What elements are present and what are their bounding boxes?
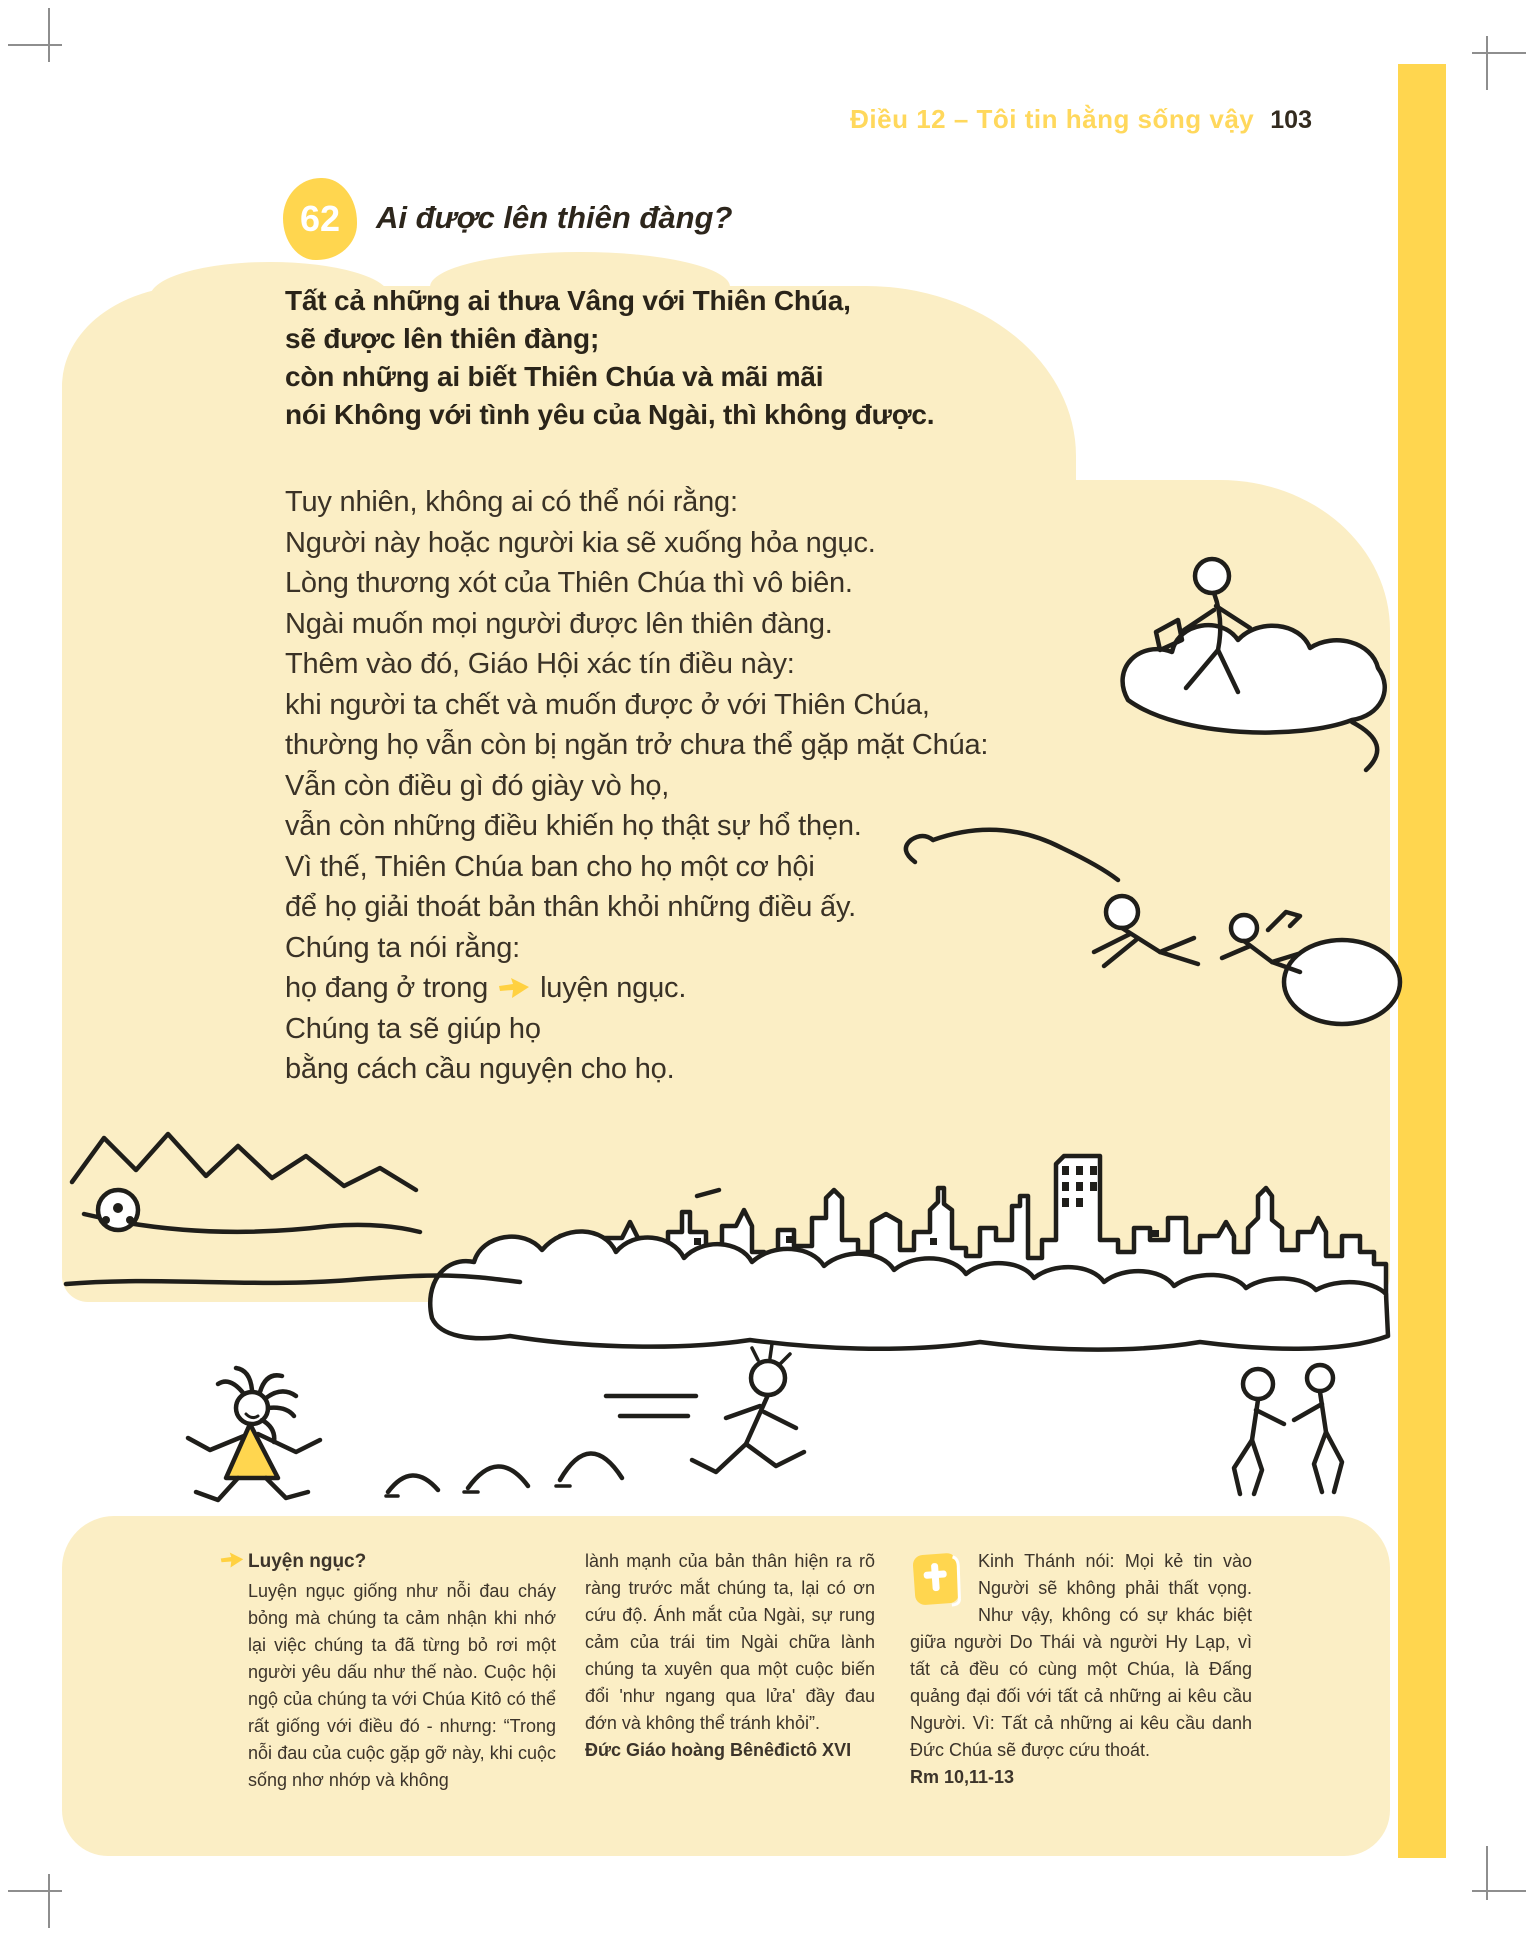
crop-mark-bottom-left-v [48, 1874, 50, 1928]
body-line: Thêm vào đó, Giáo Hội xác tín điều này: [285, 648, 795, 680]
arrow-right-icon [220, 1551, 244, 1569]
chapter-title: Điều 12 – Tôi tin hằng sống vậy [850, 104, 1255, 134]
body-line: để họ giải thoát bản thân khỏi những điều ấy. [285, 891, 856, 923]
crossref-prefix: họ đang ở trong [285, 972, 489, 1004]
body-line: Vẫn còn điều gì đó giày vò họ, [285, 769, 670, 802]
statement-line: Tất cả những ai thưa Vâng với Thiên Chúa, [285, 285, 851, 316]
footnote-body: Luyện ngục giống như nỗi đau cháy bỏng mà chúng ta cảm nhận khi nhớ lại việc chúng ta đã từng bỏ rơi một người yêu dấu như thế nào. Cuộc hội ngộ của chúng ta với Chúa Kitô có thể rất giống với điều đó - nhưng: “Trong nỗi đau của cuộc gặp gỡ này, khi cuộc sống nhơ nhớp và không [248, 1581, 556, 1790]
crop-mark-top-left-h [8, 44, 62, 46]
crop-mark-bottom-left-h [8, 1890, 62, 1892]
spine-color-bar [1398, 64, 1446, 1858]
body-line: Người này hoặc người kia sẽ xuống hỏa ngục. [285, 526, 876, 559]
crop-mark-bottom-right-h [1472, 1890, 1526, 1892]
crop-mark-top-right-v [1486, 36, 1488, 90]
kneeling-couple-illustration [1234, 1365, 1342, 1494]
body-line: Chúng ta nói rằng: [285, 931, 521, 964]
body-line: Ngài muốn mọi người được lên thiên đàng. [285, 607, 833, 640]
body-line-with-crossref [285, 968, 988, 1009]
question-number: 62 [299, 198, 341, 239]
leaping-man-illustration [386, 1344, 804, 1496]
arrow-right-icon [498, 976, 530, 1000]
page-number: 103 [1270, 106, 1312, 134]
bible-book-icon [910, 1550, 964, 1608]
crop-mark-top-left-v [48, 8, 50, 62]
scripture-reference: Rm 10,11-13 [910, 1767, 1015, 1787]
footnote-body: lành mạnh của bản thân hiện ra rõ ràng trước mắt chúng ta, lại có ơn cứu độ. Ánh mắt của Ngài, sự rung cảm của trái tim Ngài chữa lành chúng ta xuyên qua một cuộc biến đổi 'như ngang qua lửa' đầy đau đớn và không thể tránh khỏi”. [585, 1551, 875, 1733]
answer-body [285, 482, 988, 1090]
statement-line: còn những ai biết Thiên Chúa và mãi mãi [285, 361, 824, 392]
page-header [560, 104, 1312, 135]
body-line: Chúng ta sẽ giúp họ [285, 1012, 541, 1045]
footnote-title-row [248, 1548, 556, 1575]
statement-line: nói Không với tình yêu của Ngài, thì không được. [285, 399, 935, 430]
crop-mark-top-right-h [1472, 52, 1526, 54]
question-number-badge [283, 178, 357, 260]
body-line: Tuy nhiên, không ai có thể nói rằng: [285, 486, 738, 518]
footnote-title: Luyện ngục? [248, 1551, 367, 1572]
footnote-scripture [910, 1548, 1252, 1791]
body-line: thường họ vẫn còn bị ngăn trở chưa thể gặp mặt Chúa: [285, 729, 989, 761]
statement-line: sẽ được lên thiên đàng; [285, 323, 600, 354]
footnote-quote [585, 1548, 875, 1764]
body-line: Lòng thương xót của Thiên Chúa thì vô biên. [285, 567, 853, 599]
body-line: vẫn còn những điều khiến họ thật sự hổ thẹn. [285, 810, 862, 842]
body-line: Vì thế, Thiên Chúa ban cho họ một cơ hội [285, 850, 815, 883]
footnote-definition [248, 1548, 556, 1794]
crossref-term: luyện ngục. [540, 972, 687, 1004]
body-line: bằng cách cầu nguyện cho họ. [285, 1053, 675, 1085]
question-title: Ai được lên thiên đàng? [376, 200, 733, 235]
quote-author: Đức Giáo hoàng Bênêđictô XVI [585, 1740, 852, 1760]
answer-statement [285, 282, 934, 434]
body-line: khi người ta chết và muốn được ở với Thiên Chúa, [285, 688, 930, 721]
running-girl-illustration [188, 1368, 320, 1500]
footnote-body: Kinh Thánh nói: Mọi kẻ tin vào Người sẽ không phải thất vọng. Như vậy, không có sự khác biệt giữa người Do Thái và người Hy Lạp, vì tất cả đều có cùng một Chúa, là Đấng quảng đại đối với tất cả những ai kêu cầu Người. Vì: Tất cả những ai kêu cầu danh Đức Chúa sẽ được cứu thoát. [910, 1551, 1252, 1760]
